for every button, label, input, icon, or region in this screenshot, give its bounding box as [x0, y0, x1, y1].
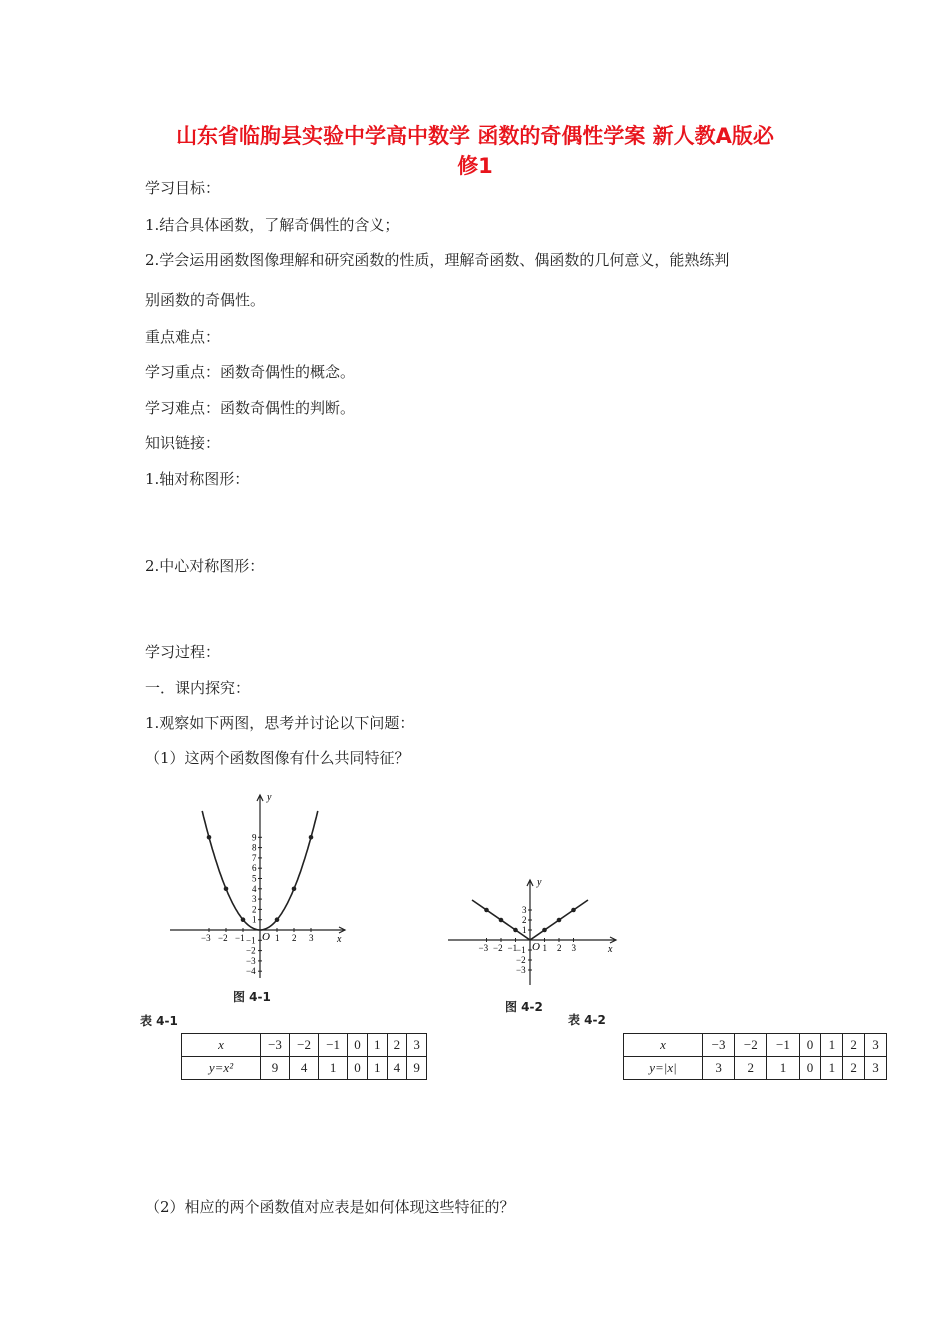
section-learning-goals: 学习目标：	[145, 179, 221, 197]
y-tick-label: 2	[522, 915, 527, 925]
question-1-part-2: （2）相应的两个函数值对应表是如何体现这些特征的？	[145, 1198, 515, 1216]
key-point-difficulty: 学习难点：函数奇偶性的判断。	[145, 399, 356, 417]
table-cell: 3	[407, 1034, 427, 1057]
document-title-line2: 修1	[457, 154, 493, 178]
table-row	[182, 1034, 427, 1057]
table-cell: 9	[261, 1057, 290, 1080]
y-tick-label: −2	[516, 955, 526, 965]
table-header-x: x	[182, 1034, 261, 1057]
y-tick-label: −3	[246, 955, 256, 966]
goal-item-1: 1.结合具体函数，了解奇偶性的含义；	[145, 216, 400, 234]
section-key-points: 重点难点：	[145, 328, 221, 346]
data-point	[207, 835, 212, 840]
x-tick-label: −1	[235, 933, 245, 943]
goal-item-2-continued: 别函数的奇偶性。	[145, 291, 266, 309]
table-cell: −2	[735, 1034, 767, 1057]
y-tick-label: 2	[252, 904, 257, 915]
data-point	[542, 928, 547, 933]
table-cell: 1	[319, 1057, 348, 1080]
knowledge-axial-symmetry: 1.轴对称图形：	[145, 470, 250, 488]
table-cell: 3	[865, 1057, 887, 1080]
data-point	[292, 887, 297, 892]
y-tick-label: 7	[252, 852, 257, 863]
data-point	[484, 908, 489, 913]
origin-label: O	[532, 941, 540, 953]
goal-item-2: 2.学会运用函数图像理解和研究函数的性质，理解奇函数、偶函数的几何意义，能熟练判	[145, 251, 730, 269]
y-tick-label: 8	[252, 842, 257, 853]
subsection-class-inquiry: 一．课内探究：	[145, 679, 251, 697]
question-1: 1.观察如下两图，思考并讨论以下问题：	[145, 714, 415, 732]
table-2-caption: 表 4-2	[568, 1013, 606, 1027]
figure-2-caption: 图 4-2	[505, 1000, 543, 1014]
y-tick-label: 9	[252, 832, 257, 843]
section-learning-process: 学习过程：	[145, 643, 221, 661]
y-axis-label: y	[537, 877, 542, 888]
figure-parabola-graph	[160, 790, 360, 1000]
table-header-x: x	[624, 1034, 703, 1057]
data-point	[571, 908, 576, 913]
y-tick-label: −3	[516, 965, 526, 975]
x-tick-label: 1	[275, 933, 280, 943]
x-tick-label: −2	[218, 933, 228, 943]
x-tick-label: 2	[557, 943, 562, 953]
table-row	[624, 1034, 887, 1057]
data-point	[513, 928, 518, 933]
data-point	[224, 887, 229, 892]
y-tick-label: 4	[252, 883, 257, 894]
y-tick-label: 3	[522, 905, 527, 915]
data-point	[275, 917, 280, 922]
data-point	[309, 835, 314, 840]
y-tick-label: 1	[252, 914, 257, 925]
x-tick-label: −3	[478, 943, 489, 953]
table-cell: −3	[703, 1034, 735, 1057]
y-tick-label: −2	[246, 945, 256, 956]
data-point	[241, 917, 246, 922]
table-cell: 1	[367, 1057, 387, 1080]
table-cell: 0	[799, 1034, 821, 1057]
table-cell: −3	[261, 1034, 290, 1057]
x-axis-label: x	[337, 934, 342, 945]
figure-1-caption: 图 4-1	[233, 990, 271, 1004]
table-cell: 2	[387, 1034, 407, 1057]
y-tick-label: 6	[252, 863, 257, 874]
y-tick-label: 5	[252, 873, 257, 884]
table-cell: −1	[319, 1034, 348, 1057]
table-cell: 2	[735, 1057, 767, 1080]
table-cell: 1	[767, 1057, 799, 1080]
x-tick-label: 1	[542, 943, 547, 953]
x-tick-label: 3	[309, 933, 314, 943]
x-axis-label: x	[608, 944, 613, 955]
question-1-part-1: （1）这两个函数图像有什么共同特征？	[145, 749, 410, 767]
figure-abs-graph	[440, 870, 630, 1010]
x-tick-label: −2	[493, 943, 503, 953]
table-cell: 0	[348, 1057, 368, 1080]
x-tick-label: −3	[201, 933, 211, 943]
table-cell: 0	[799, 1057, 821, 1080]
section-knowledge-link: 知识链接：	[145, 434, 221, 452]
table-cell: 3	[703, 1057, 735, 1080]
table-cell: 2	[843, 1034, 865, 1057]
table-1-caption: 表 4-1	[140, 1014, 178, 1028]
table-cell: −1	[767, 1034, 799, 1057]
table-row-label-y: y=x²	[182, 1057, 261, 1080]
y-tick-label: 1	[522, 925, 527, 935]
value-table-x-squared	[181, 1033, 427, 1080]
table-row	[624, 1057, 887, 1080]
y-axis-label: y	[267, 792, 272, 803]
origin-label: O	[262, 931, 270, 943]
table-cell: 9	[407, 1057, 427, 1080]
table-cell: −2	[290, 1034, 319, 1057]
table-cell: 4	[387, 1057, 407, 1080]
table-cell: 1	[821, 1034, 843, 1057]
table-cell: 4	[290, 1057, 319, 1080]
table-cell: 1	[821, 1057, 843, 1080]
data-point	[557, 918, 562, 923]
y-tick-label: −1	[516, 945, 526, 955]
y-tick-label: −4	[246, 966, 256, 977]
x-tick-label: −1	[507, 943, 518, 953]
data-point	[499, 918, 504, 923]
table-row	[182, 1057, 427, 1080]
document-title-line1: 山东省临朐县实验中学高中数学 函数的奇偶性学案 新人教A版必	[176, 124, 774, 148]
table-cell: 1	[367, 1034, 387, 1057]
y-tick-label: −1	[246, 935, 256, 946]
knowledge-central-symmetry: 2.中心对称图形：	[145, 557, 265, 575]
value-table-abs-x	[623, 1033, 887, 1080]
table-cell: 0	[348, 1034, 368, 1057]
table-row-label-y: y=|x|	[624, 1057, 703, 1080]
x-tick-label: 3	[571, 943, 576, 953]
table-cell: 2	[843, 1057, 865, 1080]
y-tick-label: 3	[252, 894, 257, 905]
key-point-focus: 学习重点：函数奇偶性的概念。	[145, 363, 356, 381]
x-tick-label: 2	[292, 933, 297, 943]
table-cell: 3	[865, 1034, 887, 1057]
